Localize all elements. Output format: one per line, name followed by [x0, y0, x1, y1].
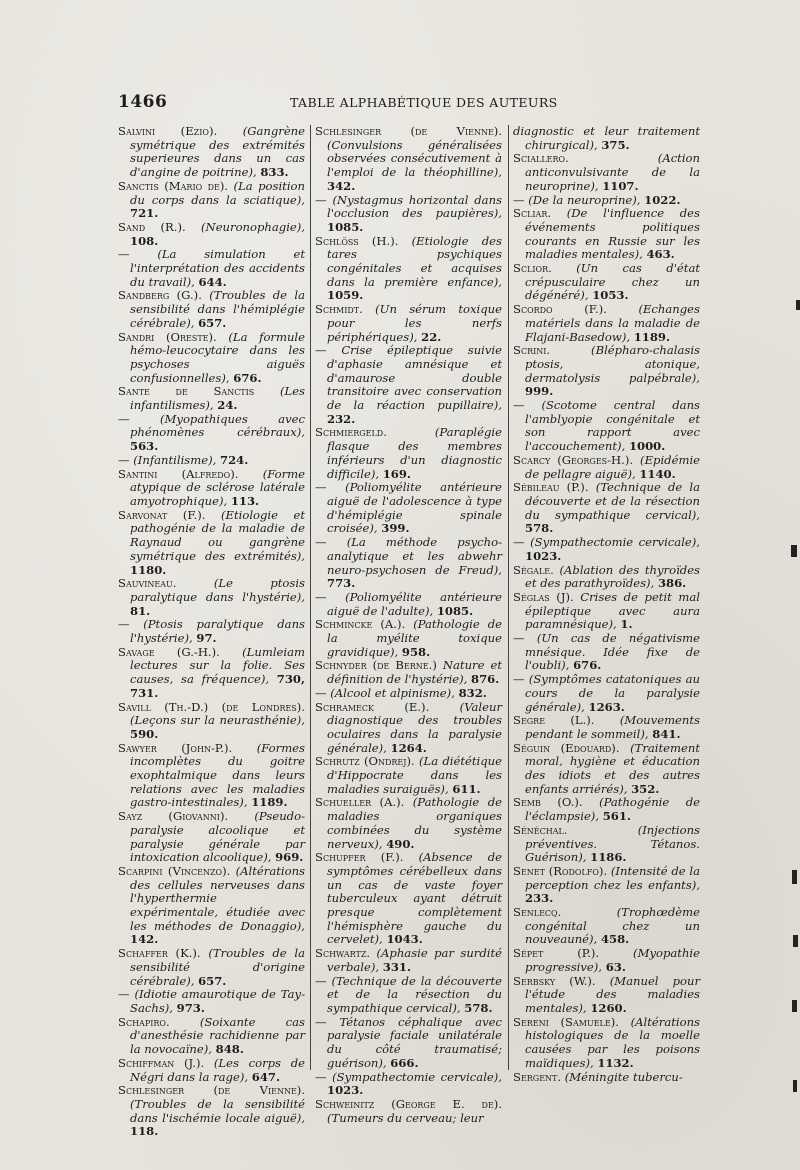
entry-author: Savage (G.-H.).: [118, 644, 220, 659]
entry-title: (Ptosis paralytique dans l'hystérie),: [130, 617, 305, 646]
entry-author: Schlesinger (de Vienne).: [315, 124, 502, 138]
entry-author: Senet (Rodolfo).: [513, 863, 608, 878]
index-entry: [513, 906, 700, 947]
entry-author: Schweinitz (George E. de).: [315, 1096, 502, 1111]
index-entry: [315, 303, 502, 344]
entry-title: (Injections préventives. Tétanos. Guérison),: [525, 822, 700, 865]
entry-title: (Troubles de la sensibilité dans l'ischémie locale aiguë),: [130, 1096, 305, 1125]
entry-page-ref: 848.: [215, 1042, 244, 1057]
entry-author: —: [315, 480, 327, 495]
entry-title: (Le ptosis paralytique dans l'hystérie),: [130, 576, 306, 604]
entry-title: (Aphasie par surdité verbale),: [327, 946, 503, 974]
entry-title: (La formule hémo-leucocytaire dans les psychoses aiguës confusionnelles),: [130, 329, 305, 385]
index-entry: [513, 194, 700, 208]
entry-author: Salvini (Ezio).: [118, 124, 218, 138]
entry-author: —: [118, 247, 130, 262]
entry-page-ref: 563.: [130, 439, 159, 454]
index-entry: [315, 344, 502, 426]
index-entry: [513, 824, 700, 865]
entry-page-ref: 118.: [130, 1124, 159, 1139]
entry-author: —: [315, 535, 327, 550]
entry-author: Segre (L.).: [513, 713, 595, 728]
entry-page-ref: 81.: [130, 603, 151, 618]
entry-title: (Etiologie des tares psychiques congénitales et acquises dans la première enfance),: [327, 233, 502, 289]
index-entry: [118, 248, 305, 289]
index-entry: [315, 975, 502, 1016]
index-entry: [118, 454, 305, 468]
entry-page-ref: 876.: [471, 672, 500, 687]
entry-author: —: [315, 192, 327, 207]
entry-title: Tétanos céphalique avec paralysie faciale unilatérale du côté traumatisé; guérison),: [327, 1014, 503, 1070]
entry-author: Scordo (F.).: [513, 302, 607, 317]
index-entry: [315, 1016, 502, 1071]
entry-title: (Méningite tubercu-: [564, 1069, 683, 1084]
scan-edge-mark: [792, 870, 797, 884]
entry-author: —: [513, 631, 525, 646]
entry-page-ref: 1180.: [130, 562, 167, 577]
entry-page-ref: 463.: [646, 247, 675, 262]
entry-title: (Un cas d'état crépusculaire chez un dégénéré),: [525, 261, 701, 303]
entry-page-ref: 730, 731.: [130, 672, 305, 700]
entry-author: —: [118, 987, 130, 1002]
entry-title: (Idiotie amaurotique de Tay-Sachs),: [130, 987, 305, 1015]
entry-page-ref: 647.: [251, 1069, 280, 1084]
index-entry: [315, 851, 502, 947]
running-title: TABLE ALPHABÉTIQUE DES AUTEURS: [290, 95, 558, 110]
index-entry: [315, 659, 502, 686]
entry-page-ref: 490.: [386, 836, 415, 851]
entry-title: (La méthode psycho-analytique et les abwehr neuro-psychosen de Freud),: [327, 535, 503, 577]
entry-author: Sawyer (John-P.).: [118, 740, 233, 755]
entry-page-ref: 841.: [652, 726, 681, 741]
entry-title: (Infantilisme),: [133, 452, 217, 467]
entry-author: Sclior.: [513, 261, 552, 276]
entry-title: (Altérations des cellules nerveuses dans l'hyperthermie expérimentale, étudiée avec les méthodes de Donaggio),: [130, 863, 305, 933]
index-column-2: [315, 125, 502, 1125]
entry-title: (De l'influence des événements politiques courants en Russie sur les maladies mentales),: [525, 206, 700, 262]
index-entry: [118, 221, 305, 248]
entry-author: Schueller (A.).: [315, 795, 405, 810]
index-column-1: [118, 124, 306, 1139]
index-entry: [118, 810, 305, 865]
entry-title: (Forme atypique de sclérose latérale amyotrophique),: [130, 466, 305, 508]
entry-title: (Manuel pour l'étude des maladies mentales),: [525, 973, 701, 1015]
index-columns: [118, 124, 706, 1139]
entry-author: —: [118, 411, 130, 426]
index-entry: [513, 152, 700, 193]
entry-page-ref: 24.: [217, 398, 238, 413]
entry-page-ref: 644.: [198, 274, 227, 289]
index-entry: [513, 536, 700, 563]
index-entry: [513, 742, 700, 797]
entry-author: Sand (R.).: [118, 219, 186, 234]
entry-title: (Blépharo-chalasis ptosis, atonique, dermatolysis palpébrale),: [525, 343, 700, 385]
entry-title: diagnostic et leur traitement chirurgical),: [513, 124, 700, 152]
entry-author: Scliar.: [513, 206, 552, 221]
entry-title: (Soixante cas d'anesthésie rachidienne par la novocaïne),: [130, 1014, 305, 1057]
entry-page-ref: 833.: [260, 165, 289, 180]
index-entry: [315, 591, 502, 618]
entry-page-ref: 1085.: [436, 603, 474, 618]
index-entry: [513, 125, 700, 152]
entry-title: (Un sérum toxique pour les nerfs périphériques),: [327, 302, 502, 344]
scan-edge-mark: [796, 300, 800, 310]
entry-author: Sébileau (P.).: [513, 480, 589, 495]
entry-author: Sénéchal.: [513, 822, 568, 837]
scan-edge-mark: [792, 1000, 797, 1012]
entry-title: (Nystagmus horizontal dans l'occlusion des paupières),: [327, 192, 502, 221]
entry-author: Scarpini (Vincenzo).: [118, 863, 231, 878]
entry-title: Crise épileptique suivie d'aphasie amnésique et d'amaurose double transitoire avec conservation de la réaction pupillaire),: [327, 343, 502, 413]
entry-title: (Ablation des thyroïdes et des parathyroïdes),: [525, 562, 701, 591]
entry-author: Schmidt.: [315, 302, 363, 317]
entry-page-ref: 561.: [602, 809, 631, 824]
index-entry: [315, 687, 502, 701]
entry-author: —: [118, 617, 130, 632]
entry-page-ref: 611.: [452, 781, 481, 796]
index-entry: [118, 701, 305, 742]
index-column-3: [513, 125, 700, 1125]
index-entry: [315, 1071, 502, 1098]
entry-title: (Altérations histologiques de la moelle causées par les poisons maïdiques),: [525, 1014, 700, 1070]
entry-author: —: [513, 192, 525, 207]
entry-page-ref: 1186.: [590, 850, 627, 865]
entry-page-ref: 1085.: [327, 219, 364, 234]
entry-page-ref: 142.: [130, 932, 159, 947]
entry-author: Séglas (J).: [513, 589, 574, 604]
entry-title: (Mouvements pendant le sommeil),: [525, 713, 700, 741]
entry-title: (Les infantilismes),: [130, 384, 306, 413]
entry-author: Schrutz (Ondrej).: [315, 754, 415, 769]
entry-title: (Troubles de la sensibilité dans l'hémiplégie cérébrale),: [130, 288, 305, 330]
index-entry: [118, 1057, 305, 1084]
entry-author: —: [315, 973, 327, 988]
entry-page-ref: 1053.: [592, 288, 629, 303]
index-entry: [513, 1016, 700, 1071]
entry-author: Schmiergeld.: [315, 425, 387, 440]
index-entry: [118, 289, 305, 330]
entry-title: Crises de petit mal épileptique avec aura paramnésique),: [525, 589, 700, 632]
entry-page-ref: 578.: [464, 1001, 493, 1015]
index-entry: [118, 509, 305, 578]
entry-author: Sayz (Giovanni).: [118, 809, 229, 824]
entry-author: Séguin (Edouard).: [513, 740, 620, 755]
entry-page-ref: 331.: [382, 959, 412, 974]
entry-page-ref: 676.: [573, 658, 602, 673]
entry-author: Senlecq.: [513, 905, 562, 920]
entry-page-ref: 724.: [220, 452, 249, 467]
entry-title: (Troubles de la sensibilité d'origine cérébrale),: [130, 946, 305, 988]
entry-author: Savill (Th.-D.) (de Londres).: [118, 699, 305, 714]
entry-author: Sergent.: [513, 1069, 562, 1084]
index-entry: [513, 454, 700, 481]
entry-author: Sante de Sanctis: [118, 384, 255, 399]
entry-page-ref: 352.: [631, 781, 660, 796]
index-entry: [118, 646, 305, 701]
entry-author: Semb (O.).: [513, 795, 583, 810]
index-entry: [315, 194, 502, 235]
entry-title: (Formes incomplètes du goitre exophtalmique dans leurs relations avec les maladies gastro-intestinales),: [130, 740, 305, 810]
entry-title: (Gangrène symétrique des extrémités superieures dans un cas d'angine de poitrine),: [130, 124, 306, 180]
entry-author: Sciallero.: [513, 151, 569, 166]
entry-author: —: [315, 685, 327, 700]
index-entry: [315, 701, 502, 756]
entry-title: (Symptômes catatoniques au cours de la paralysie générale),: [525, 672, 700, 714]
index-entry: [118, 468, 305, 509]
index-entry: [118, 742, 305, 811]
column-divider: [508, 125, 509, 1070]
entry-author: —: [118, 452, 130, 467]
entry-page-ref: 1189.: [251, 795, 288, 810]
entry-title: (Technique de la découverte et de la résection du sympathique cervical),: [525, 480, 701, 522]
entry-page-ref: 169.: [382, 466, 411, 481]
column-divider: [310, 125, 311, 1070]
entry-page-ref: 973.: [176, 1001, 205, 1015]
index-entry: [118, 865, 305, 947]
entry-title: (Sympathectomie cervicale),: [332, 1069, 502, 1084]
index-entry: [118, 385, 305, 412]
entry-author: Schnyder (de Berne.): [315, 658, 437, 673]
entry-author: Schmincke (A.).: [315, 617, 406, 632]
entry-title: (Pathologie de maladies organiques combinées du système nerveux),: [327, 795, 502, 851]
entry-page-ref: 386.: [657, 576, 687, 591]
index-entry: [315, 618, 502, 659]
entry-title: (Lumleiam lectures sur la folie. Ses causes, sa fréquence),: [130, 644, 306, 687]
entry-author: Serbsky (W.).: [513, 973, 596, 988]
entry-author: Ségale.: [513, 562, 554, 577]
entry-title: (Myopathie progressive),: [525, 946, 700, 974]
entry-author: Schiffman (J.).: [118, 1055, 205, 1070]
entry-title: (Leçons sur la neurasthénie),: [130, 713, 305, 728]
index-entry: [118, 947, 305, 988]
entry-title: (Action anticonvulsivante de la neuroprine),: [525, 151, 700, 193]
entry-title: (Etiologie et pathogénie de la maladie de Raynaud ou gangrène symétrique des extrémités),: [130, 507, 306, 563]
entry-author: Scarcy (Georges-H.).: [513, 452, 634, 467]
entry-author: —: [513, 398, 525, 413]
index-entry: [513, 1071, 700, 1085]
entry-title: (Epidémie de pellagre aiguë),: [525, 452, 701, 481]
entry-author: Schlesinger (de Vienne).: [118, 1083, 305, 1098]
entry-page-ref: 969.: [275, 850, 304, 865]
entry-page-ref: 1107.: [602, 178, 639, 193]
index-entry: [118, 331, 305, 386]
index-entry: [513, 262, 700, 303]
index-entry: [118, 125, 305, 180]
entry-page-ref: 657.: [198, 315, 227, 330]
entry-page-ref: 1263.: [588, 699, 625, 714]
entry-page-ref: 113.: [230, 493, 260, 508]
entry-page-ref: 1043.: [386, 932, 423, 947]
entry-page-ref: 1189.: [633, 329, 671, 344]
entry-title: (Absence de symptômes cérébelleux dans un cas de vaste foyer tuberculeux ayant détruit presque complètement l'hémisphère gauche du cervelet),: [327, 850, 503, 947]
entry-page-ref: 1140.: [639, 466, 676, 481]
entry-author: —: [513, 672, 525, 687]
entry-author: Sarvonat (F.).: [118, 507, 206, 522]
index-entry: [315, 235, 502, 304]
entry-author: Sauvineau.: [118, 576, 177, 591]
entry-page-ref: 399.: [381, 521, 410, 536]
index-entry: [513, 564, 700, 591]
entry-page-ref: 342.: [327, 178, 356, 193]
entry-author: —: [315, 1014, 327, 1029]
entry-page-ref: 1059.: [327, 288, 364, 303]
entry-title: (Poliomyélite antérieure aiguë de l'adolescence à type d'hémiplégie spinale croisée),: [327, 480, 503, 536]
entry-title: (Les corps de Négri dans la rage),: [130, 1055, 306, 1084]
entry-title: (Paraplégie flasque des membres inférieurs d'un diagnostic difficile),: [327, 425, 502, 481]
index-entry: [315, 947, 502, 974]
entry-author: —: [315, 589, 327, 604]
entry-author: Sépet (P.).: [513, 946, 600, 961]
entry-page-ref: 1264.: [390, 740, 427, 755]
entry-title: (Alcool et alpinisme),: [330, 685, 455, 700]
entry-title: (Echanges matériels dans la maladie de Flajani-Basedow),: [525, 302, 700, 344]
entry-title: (Poliomyélite antérieure aiguë de l'adulte),: [327, 589, 503, 618]
entry-title: (Valeur diagnostique des troubles oculaires dans la paralysie générale),: [327, 699, 502, 755]
entry-title: (Un cas de négativisme mnésique. Idée fixe de l'oubli),: [525, 631, 701, 673]
scan-edge-mark: [793, 935, 798, 947]
entry-title: (Scotome central dans l'amblyopie congénitale et son rapport avec l'accouchement),: [525, 398, 700, 454]
entry-author: Scrini.: [513, 343, 551, 358]
entry-page-ref: 832.: [458, 685, 487, 700]
scan-edge-mark: [791, 545, 797, 557]
entry-author: Schaffer (K.).: [118, 946, 201, 961]
page-header: [118, 92, 696, 114]
entry-page-ref: 1023.: [327, 1083, 364, 1098]
index-entry: [513, 673, 700, 714]
entry-title: (Convulsions généralisées observées consécutivement à l'emploi de la théophilline),: [327, 137, 502, 180]
index-entry: [315, 481, 502, 536]
entry-author: —: [315, 1069, 327, 1084]
entry-page-ref: 578.: [525, 521, 554, 536]
entry-author: Sereni (Samuele).: [513, 1014, 619, 1029]
entry-page-ref: 1260.: [590, 1001, 627, 1015]
entry-page-ref: 1.: [620, 617, 633, 632]
index-entry: [513, 399, 700, 454]
index-entry: [513, 344, 700, 399]
entry-page-ref: 232.: [327, 411, 356, 426]
entry-page-ref: 108.: [130, 233, 159, 248]
index-entry: [513, 632, 700, 673]
entry-page-ref: 22.: [421, 329, 442, 344]
index-entry: [513, 975, 700, 1016]
index-entry: [513, 714, 700, 741]
entry-page-ref: 233.: [525, 891, 554, 906]
entry-author: Schapiro.: [118, 1014, 170, 1029]
entry-author: —: [315, 343, 327, 358]
index-entry: [118, 1016, 305, 1057]
entry-title: (Pseudo-paralysie alcoolique et paralysie générale par intoxication alcoolique),: [130, 809, 305, 865]
entry-title: (Technique de la découverte et de la résection du sympathique cervical),: [327, 973, 503, 1015]
entry-page-ref: 657.: [198, 973, 227, 988]
index-entry: [315, 536, 502, 591]
index-entry: [118, 577, 305, 618]
index-entry: [315, 125, 502, 194]
entry-title: (Intensité de la perception chez les enfants),: [525, 863, 701, 892]
index-entry: [513, 303, 700, 344]
entry-title: (Sympathectomie cervicale),: [530, 535, 700, 550]
entry-title: Nature et définition de l'hystérie),: [327, 658, 502, 687]
index-entry: [513, 796, 700, 823]
entry-page-ref: 721.: [130, 206, 159, 221]
index-entry: [118, 1084, 305, 1139]
entry-page-ref: 97.: [196, 631, 217, 646]
entry-page-ref: 1023.: [525, 548, 562, 563]
entry-title: (Myopathiques avec phénomènes cérébraux),: [130, 411, 306, 440]
entry-page-ref: 666.: [390, 1055, 419, 1070]
page-number: 1466: [118, 92, 168, 112]
entry-page-ref: 63.: [605, 959, 626, 974]
entry-author: Schrameck (E.).: [315, 699, 430, 714]
entry-title: (Pathologie de la myélite toxique gravidique),: [327, 617, 502, 659]
index-entry: [513, 947, 700, 974]
entry-page-ref: 375.: [601, 137, 630, 152]
index-entry: [118, 180, 305, 221]
index-entry: [315, 755, 502, 796]
entry-title: (La position du corps dans la sciatique),: [130, 178, 305, 207]
entry-author: Schwartz.: [315, 946, 371, 961]
entry-author: Santini (Alfredo).: [118, 466, 239, 481]
entry-author: Schupfer (F.).: [315, 850, 404, 865]
entry-title: (Tumeurs du cerveau; leur: [327, 1110, 484, 1125]
index-entry: [315, 1098, 502, 1125]
entry-page-ref: 458.: [600, 932, 630, 947]
entry-author: Sandberg (G.).: [118, 288, 202, 303]
entry-page-ref: 676.: [233, 370, 262, 385]
index-entry: [513, 207, 700, 262]
entry-page-ref: 1132.: [597, 1055, 634, 1070]
entry-title: (Traitement moral, hygiène et éducation des idiots et des autres enfants arriérés),: [525, 740, 700, 796]
index-entry: [513, 591, 700, 632]
entry-author: Sanctis (Mario de).: [118, 178, 229, 193]
index-entry: [118, 988, 305, 1015]
entry-title: (Pathogénie de l'éclampsie),: [525, 795, 701, 824]
entry-page-ref: 999.: [525, 384, 554, 399]
entry-title: (Neuronophagie),: [201, 219, 305, 234]
index-entry: [118, 413, 305, 454]
entry-page-ref: 1000.: [628, 439, 666, 454]
entry-author: —: [513, 535, 525, 550]
index-entry: [315, 426, 502, 481]
scan-edge-mark: [793, 1080, 797, 1092]
entry-page-ref: 1022.: [644, 192, 681, 207]
index-entry: [118, 618, 305, 645]
entry-title: (La simulation et l'interprétation des accidents du travail),: [130, 247, 305, 289]
entry-page-ref: 958.: [401, 644, 431, 659]
index-entry: [315, 796, 502, 851]
index-entry: [513, 865, 700, 906]
entry-page-ref: 773.: [327, 576, 356, 591]
entry-author: Sandri (Oreste).: [118, 329, 217, 344]
entry-title: (La diététique d'Hippocrate dans les maladies suraiguës),: [327, 754, 503, 796]
entry-author: Schlöss (H.).: [315, 233, 399, 248]
entry-title: (De la neuroprine),: [528, 192, 641, 207]
entry-title: (Trophœdème congénital chez un nouveauné),: [525, 905, 700, 947]
index-entry: [513, 481, 700, 536]
entry-page-ref: 590.: [130, 726, 159, 741]
